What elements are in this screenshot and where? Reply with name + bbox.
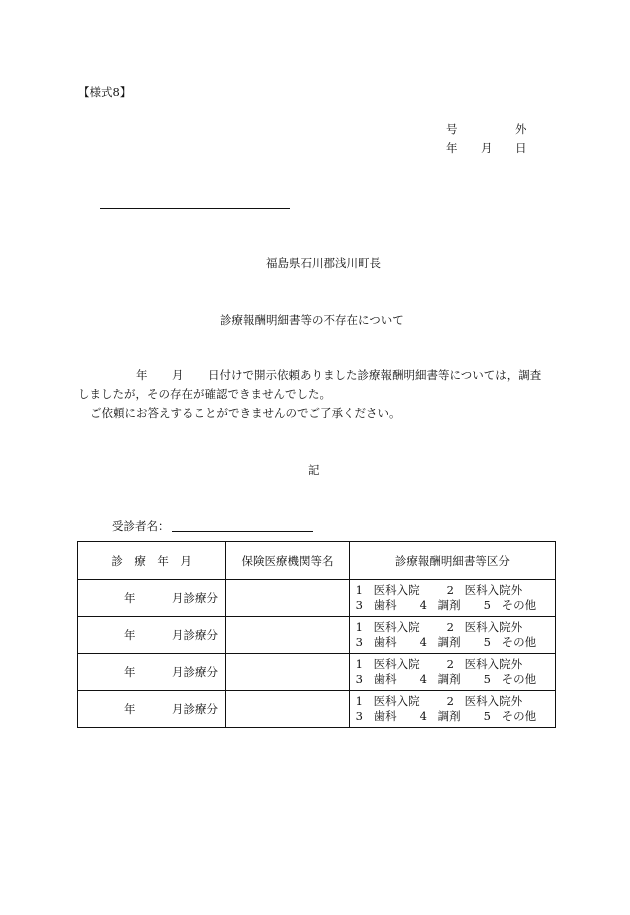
ki-mark: 記 [308, 463, 320, 477]
month-label: 月診療分 [172, 591, 218, 605]
body-line1: 日付けで開示依頼ありました診療報酬明細書等については，調査 [208, 368, 542, 382]
category-cell: 1 医科入院 2 医科入院外 3 歯科 4 調剤 5 その他 [349, 580, 555, 617]
institution-cell [226, 654, 349, 691]
body-month: 月 [172, 368, 184, 382]
body-line3: ご依頼にお答えすることができませんのでご了承ください。 [90, 406, 401, 420]
header-category: 診療報酬明細書等区分 [349, 542, 555, 580]
patient-label: 受診者名： [112, 519, 170, 533]
number-suffix: 外 [515, 122, 527, 136]
table-row [78, 654, 556, 691]
header-institution: 保険医療機関等名 [226, 542, 349, 580]
issuer: 福島県石川郡浅川町長 [266, 256, 381, 270]
table-row [78, 691, 556, 728]
month-cell [78, 580, 226, 617]
institution-cell [226, 580, 349, 617]
category-cell: 1 医科入院 2 医科入院外 3 歯科 4 調剤 5 その他 [349, 617, 555, 654]
month-label: 月診療分 [172, 628, 218, 642]
date-day: 日 [515, 141, 527, 155]
month-cell [78, 691, 226, 728]
table-row [78, 580, 556, 617]
date-month: 月 [481, 141, 493, 155]
document-title: 診療報酬明細書等の不存在について [220, 313, 404, 327]
year-label: 年 [124, 665, 136, 679]
year-label: 年 [124, 702, 136, 716]
category-cell: 1 医科入院 2 医科入院外 3 歯科 4 調剤 5 その他 [349, 654, 555, 691]
records-table [77, 541, 556, 728]
number-label: 号 [446, 122, 458, 136]
institution-cell [226, 617, 349, 654]
month-cell [78, 617, 226, 654]
body-year: 年 [136, 368, 148, 382]
month-label: 月診療分 [172, 665, 218, 679]
table-row [78, 617, 556, 654]
category-cell: 1 医科入院 2 医科入院外 3 歯科 4 調剤 5 その他 [349, 691, 555, 728]
patient-name-line [172, 531, 313, 532]
year-label: 年 [124, 591, 136, 605]
addressee-line [100, 208, 290, 209]
month-cell [78, 654, 226, 691]
table-header-row [78, 542, 556, 580]
month-label: 月診療分 [172, 702, 218, 716]
header-month: 診 療 年 月 [78, 542, 226, 580]
year-label: 年 [124, 628, 136, 642]
body-line2: しましたが，その存在が確認できませんでした。 [78, 387, 331, 401]
form-label: 【様式8】 [78, 85, 132, 99]
institution-cell [226, 691, 349, 728]
date-year: 年 [446, 141, 458, 155]
